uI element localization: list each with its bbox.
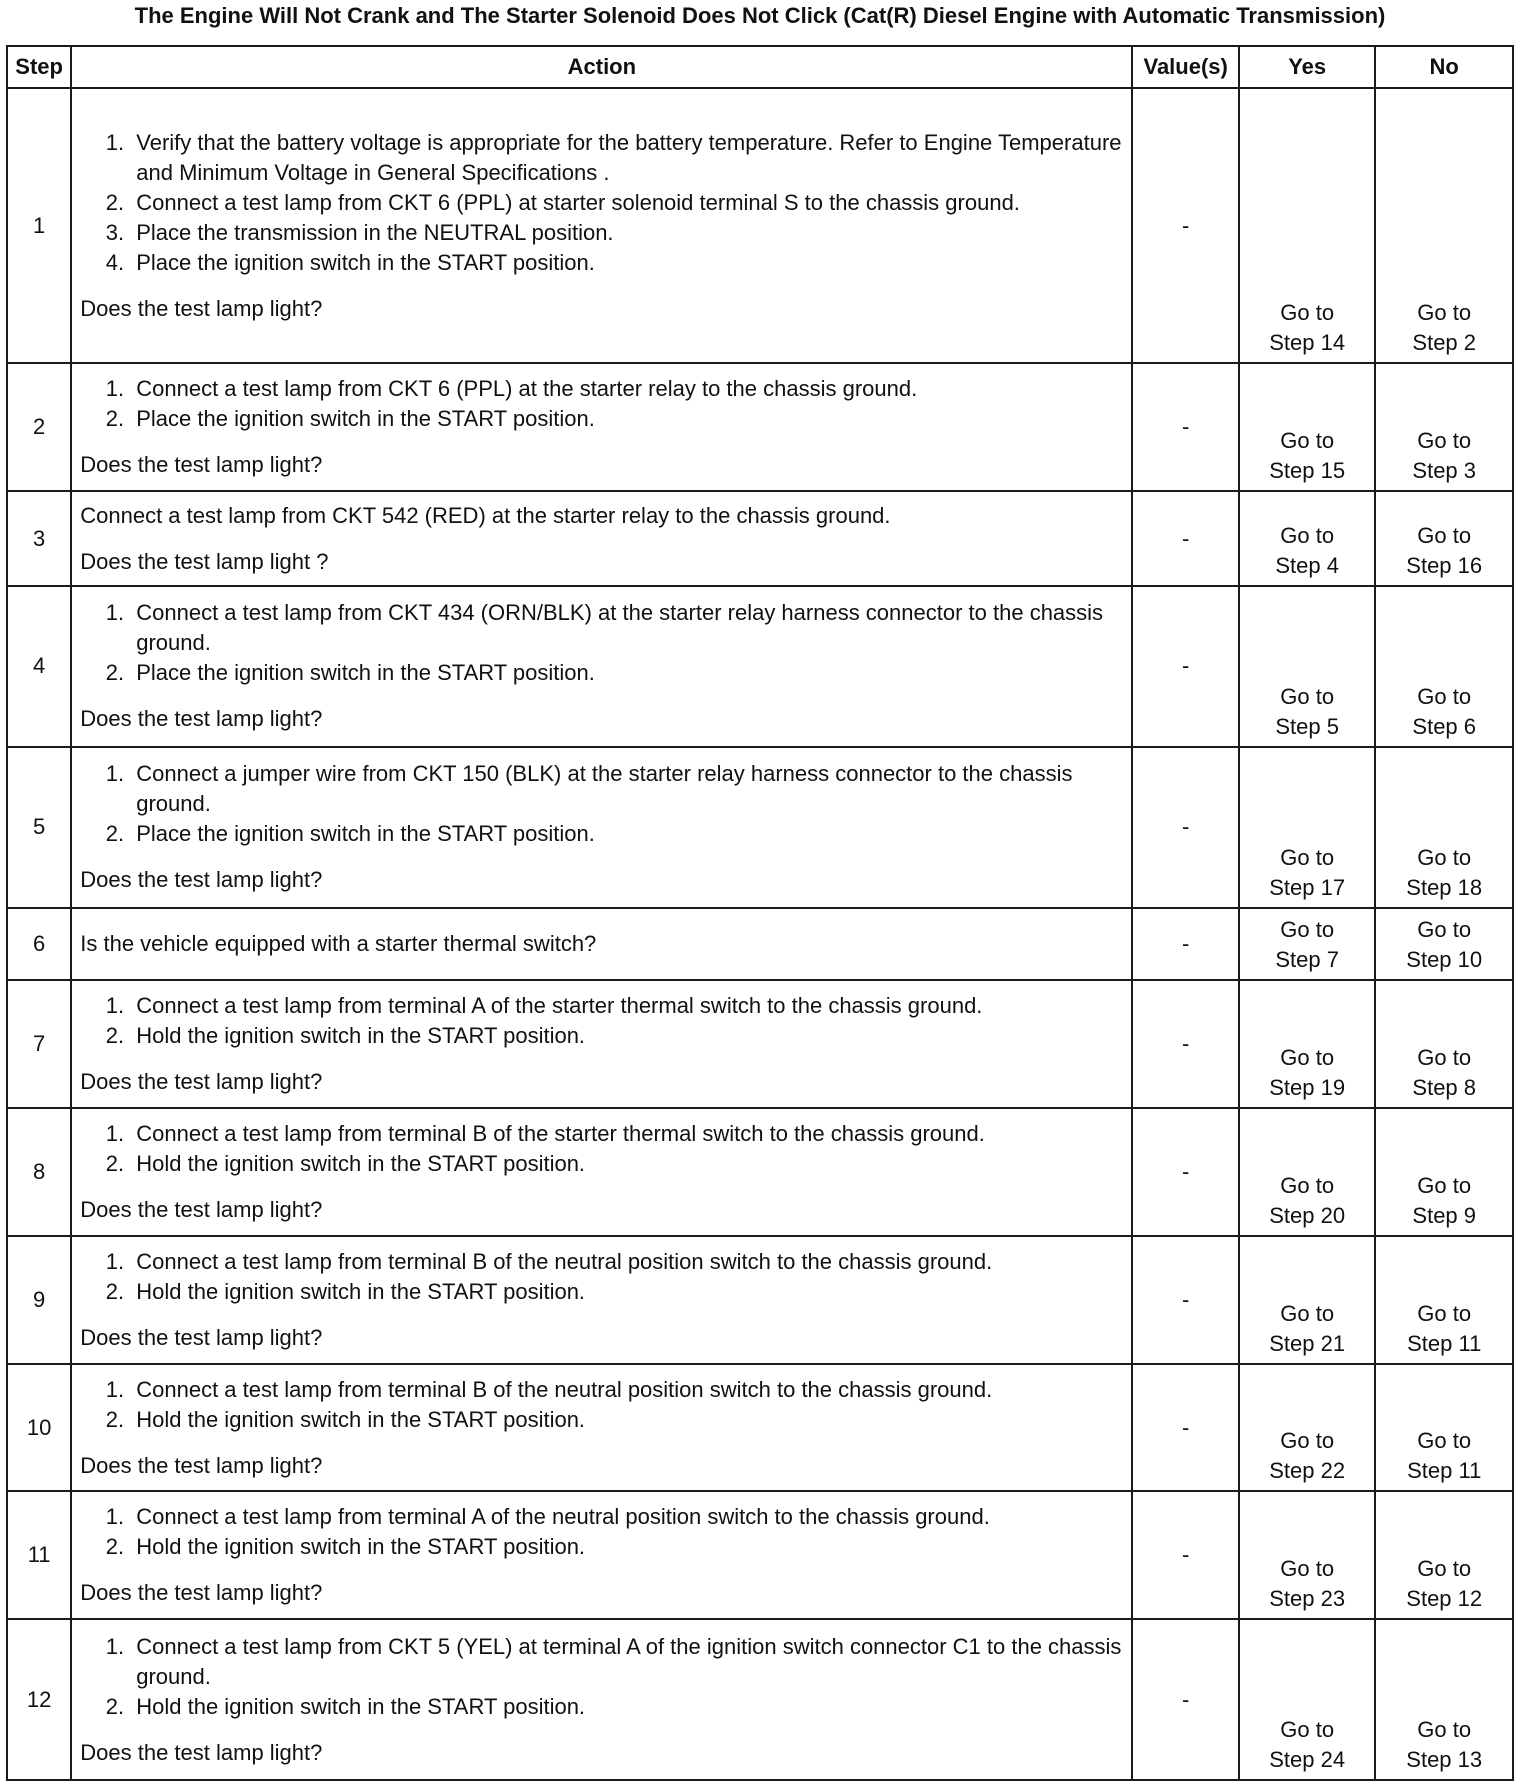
action-cell <box>71 491 1132 586</box>
yes-goto-text: Step 15 <box>1269 458 1346 484</box>
yes-goto-text: Step 22 <box>1269 1458 1346 1484</box>
action-steps-list <box>80 1119 1125 1179</box>
yes-goto-text: Step 24 <box>1269 1747 1346 1772</box>
action-cell <box>71 1108 1132 1236</box>
yes-goto-text: Go to <box>1280 1428 1335 1454</box>
action-steps-list <box>80 1247 1125 1307</box>
value-cell: - <box>1132 908 1238 981</box>
step-number: 6 <box>7 908 71 981</box>
no-goto-text: Step 3 <box>1412 458 1477 484</box>
no-goto-text: Go to <box>1417 1556 1472 1582</box>
value-cell: - <box>1132 586 1238 747</box>
value-cell: - <box>1132 1236 1238 1364</box>
yes-cell <box>1239 363 1376 491</box>
header-yes: Yes <box>1239 46 1376 88</box>
action-cell <box>71 586 1132 747</box>
no-goto-text: Go to <box>1417 428 1472 454</box>
no-cell <box>1375 1364 1513 1492</box>
table-row <box>7 980 1513 1108</box>
yes-cell <box>1239 1491 1376 1619</box>
value-cell: - <box>1132 491 1238 586</box>
value-cell: - <box>1132 1108 1238 1236</box>
yes-goto-text: Go to <box>1280 1556 1335 1582</box>
yes-goto-text: Step 23 <box>1269 1586 1346 1612</box>
yes-goto-text: Go to <box>1280 844 1335 870</box>
value-cell: - <box>1132 363 1238 491</box>
yes-goto-text: Go to <box>1280 1300 1335 1326</box>
step-number: 8 <box>7 1108 71 1236</box>
no-goto-text: Step 11 <box>1407 1458 1482 1484</box>
action-steps-list <box>80 759 1125 849</box>
action-steps-list <box>80 991 1125 1051</box>
no-cell <box>1375 980 1513 1108</box>
action-step-item: 3. Place the transmission in the NEUTRAL position. <box>130 218 1125 248</box>
step-number: 2 <box>7 363 71 491</box>
action-step-item: 1. Connect a test lamp from terminal B of the neutral position switch to the chassis ground. <box>130 1375 1125 1405</box>
action-step-item: 1. Connect a test lamp from CKT 434 (ORN/BLK) at the starter relay harness connector to the chassis ground. <box>130 598 1125 658</box>
yes-goto-text: Go to <box>1280 300 1335 326</box>
no-goto-text: Step 8 <box>1412 1075 1477 1101</box>
action-text: Connect a test lamp from CKT 542 (RED) at the starter relay to the chassis ground. <box>80 502 891 528</box>
no-goto-text: Step 6 <box>1412 713 1477 739</box>
action-steps-list <box>80 1375 1125 1435</box>
no-goto-text: Go to <box>1417 1172 1472 1198</box>
action-step-item: 2. Hold the ignition switch in the START position. <box>130 1277 1125 1307</box>
action-steps-list <box>80 128 1125 278</box>
yes-goto-text: Go to <box>1280 917 1335 943</box>
action-cell <box>71 88 1132 363</box>
header-values: Value(s) <box>1132 46 1238 88</box>
action-question: Does the test lamp light? <box>80 1580 323 1606</box>
no-cell <box>1375 491 1513 586</box>
no-goto-text: Go to <box>1417 683 1472 709</box>
step-number: 4 <box>7 586 71 747</box>
table-row <box>7 88 1513 363</box>
action-steps-list <box>80 1502 1125 1562</box>
action-step-item: 2. Connect a test lamp from CKT 6 (PPL) at starter solenoid terminal S to the chassis ground. <box>130 188 1125 218</box>
action-cell <box>71 1491 1132 1619</box>
action-step-item: 4. Place the ignition switch in the START position. <box>130 248 1125 278</box>
yes-cell <box>1239 980 1376 1108</box>
value-cell: - <box>1132 88 1238 363</box>
action-step-item: 1. Connect a test lamp from CKT 5 (YEL) at terminal A of the ignition switch connector C1 to the chassis ground. <box>130 1632 1125 1692</box>
yes-goto-text: Go to <box>1280 1717 1335 1742</box>
action-cell <box>71 747 1132 908</box>
no-goto-text: Step 11 <box>1407 1330 1482 1356</box>
yes-goto-text: Go to <box>1280 683 1335 709</box>
yes-cell <box>1239 88 1376 363</box>
no-goto-text: Go to <box>1417 917 1472 943</box>
no-goto-text: Go to <box>1417 1045 1472 1071</box>
step-number: 10 <box>7 1364 71 1492</box>
action-step-item: 1. Connect a test lamp from terminal A of the starter thermal switch to the chassis ground. <box>130 991 1125 1021</box>
action-cell <box>71 1364 1132 1492</box>
table-row <box>7 1236 1513 1364</box>
no-cell <box>1375 747 1513 908</box>
action-cell <box>71 908 1132 981</box>
action-step-item: 1. Connect a test lamp from terminal B of the starter thermal switch to the chassis ground. <box>130 1119 1125 1149</box>
yes-goto-text: Step 5 <box>1275 713 1339 739</box>
table-row <box>7 908 1513 981</box>
no-goto-text: Go to <box>1417 1428 1472 1454</box>
action-steps-list <box>80 1632 1125 1722</box>
no-goto-text: Step 9 <box>1412 1202 1477 1228</box>
action-step-item: 1. Connect a test lamp from terminal B of the neutral position switch to the chassis ground. <box>130 1247 1125 1277</box>
action-step-item: 2. Hold the ignition switch in the START position. <box>130 1692 1125 1722</box>
value-cell: - <box>1132 1491 1238 1619</box>
action-question: Does the test lamp light? <box>80 1324 323 1350</box>
no-cell <box>1375 586 1513 747</box>
yes-cell <box>1239 491 1376 586</box>
step-number: 9 <box>7 1236 71 1364</box>
no-cell <box>1375 1491 1513 1619</box>
yes-goto-text: Step 17 <box>1269 874 1346 900</box>
table-row <box>7 1619 1513 1780</box>
action-step-item: 2. Place the ignition switch in the START position. <box>130 404 1125 434</box>
action-step-item: 1. Connect a jumper wire from CKT 150 (BLK) at the starter relay harness connector to the chassis ground. <box>130 759 1125 819</box>
header-action: Action <box>71 46 1132 88</box>
diagnostic-table <box>6 45 1514 1781</box>
action-question: Does the test lamp light? <box>80 452 323 478</box>
no-goto-text: Go to <box>1417 1300 1472 1326</box>
no-cell <box>1375 88 1513 363</box>
action-step-item: 2. Place the ignition switch in the START position. <box>130 658 1125 688</box>
yes-cell <box>1239 908 1376 981</box>
no-goto-text: Go to <box>1417 522 1472 548</box>
no-goto-text: Go to <box>1417 844 1472 870</box>
yes-cell <box>1239 1236 1376 1364</box>
table-row <box>7 1491 1513 1619</box>
action-question: Does the test lamp light? <box>80 706 323 732</box>
action-cell <box>71 980 1132 1108</box>
value-cell: - <box>1132 747 1238 908</box>
no-goto-text: Step 16 <box>1406 552 1483 578</box>
action-step-item: 1. Connect a test lamp from CKT 6 (PPL) at the starter relay to the chassis ground. <box>130 374 1125 404</box>
action-cell <box>71 1236 1132 1364</box>
yes-goto-text: Go to <box>1280 428 1335 454</box>
action-cell <box>71 363 1132 491</box>
yes-goto-text: Step 19 <box>1269 1075 1346 1101</box>
value-cell: - <box>1132 980 1238 1108</box>
no-goto-text: Go to <box>1417 1717 1472 1742</box>
action-question: Does the test lamp light? <box>80 1739 323 1765</box>
no-cell <box>1375 1236 1513 1364</box>
page-title: The Engine Will Not Crank and The Starter Solenoid Does Not Click (Cat(R) Diesel Engine with Automatic Transmission) <box>134 3 1386 28</box>
no-goto-text: Step 18 <box>1406 874 1483 900</box>
no-cell <box>1375 363 1513 491</box>
value-cell: - <box>1132 1364 1238 1492</box>
table-row <box>7 363 1513 491</box>
no-goto-text: Step 2 <box>1412 330 1477 356</box>
table-row <box>7 747 1513 908</box>
no-goto-text: Go to <box>1417 300 1472 326</box>
action-question: Does the test lamp light? <box>80 1196 323 1222</box>
yes-goto-text: Step 14 <box>1269 330 1346 356</box>
action-step-item: 2. Place the ignition switch in the START position. <box>130 819 1125 849</box>
yes-goto-text: Go to <box>1280 1172 1335 1198</box>
action-text: Is the vehicle equipped with a starter thermal switch? <box>80 930 597 956</box>
yes-cell <box>1239 747 1376 908</box>
table-row <box>7 1364 1513 1492</box>
yes-cell <box>1239 1108 1376 1236</box>
action-steps-list <box>80 374 1125 434</box>
header-no: No <box>1375 46 1513 88</box>
table-row <box>7 586 1513 747</box>
action-question: Does the test lamp light? <box>80 295 323 321</box>
yes-goto-text: Go to <box>1280 1045 1335 1071</box>
step-number: 1 <box>7 88 71 363</box>
step-number: 7 <box>7 980 71 1108</box>
action-question: Does the test lamp light? <box>80 1069 323 1095</box>
action-step-item: 2. Hold the ignition switch in the START position. <box>130 1405 1125 1435</box>
step-number: 12 <box>7 1619 71 1780</box>
no-goto-text: Step 10 <box>1406 947 1483 973</box>
table-row <box>7 491 1513 586</box>
no-cell <box>1375 1619 1513 1780</box>
header-step: Step <box>7 46 71 88</box>
action-step-item: 2. Hold the ignition switch in the START position. <box>130 1021 1125 1051</box>
action-step-item: 1. Connect a test lamp from terminal A of the neutral position switch to the chassis ground. <box>130 1502 1125 1532</box>
action-step-item: 1. Verify that the battery voltage is appropriate for the battery temperature. Refer to Engine Temperature and Minimum Voltage in General Specifications . <box>130 128 1125 188</box>
yes-cell <box>1239 1619 1376 1780</box>
no-cell <box>1375 908 1513 981</box>
yes-goto-text: Step 7 <box>1275 947 1339 973</box>
no-cell <box>1375 1108 1513 1236</box>
table-header-row <box>7 46 1513 88</box>
action-step-item: 2. Hold the ignition switch in the START position. <box>130 1532 1125 1562</box>
yes-goto-text: Step 4 <box>1275 552 1339 578</box>
action-steps-list <box>80 598 1125 688</box>
action-step-item: 2. Hold the ignition switch in the START position. <box>130 1149 1125 1179</box>
no-goto-text: Step 13 <box>1406 1747 1483 1772</box>
step-number: 5 <box>7 747 71 908</box>
yes-goto-text: Go to <box>1280 522 1335 548</box>
table-row <box>7 1108 1513 1236</box>
yes-goto-text: Step 21 <box>1269 1330 1346 1356</box>
yes-cell <box>1239 1364 1376 1492</box>
step-number: 3 <box>7 491 71 586</box>
no-goto-text: Step 12 <box>1406 1586 1483 1612</box>
action-question: Does the test lamp light? <box>80 867 323 893</box>
value-cell: - <box>1132 1619 1238 1780</box>
step-number: 11 <box>7 1491 71 1619</box>
action-question: Does the test lamp light? <box>80 1452 323 1478</box>
yes-goto-text: Step 20 <box>1269 1202 1346 1228</box>
action-question: Does the test lamp light ? <box>80 548 329 574</box>
action-cell <box>71 1619 1132 1780</box>
yes-cell <box>1239 586 1376 747</box>
